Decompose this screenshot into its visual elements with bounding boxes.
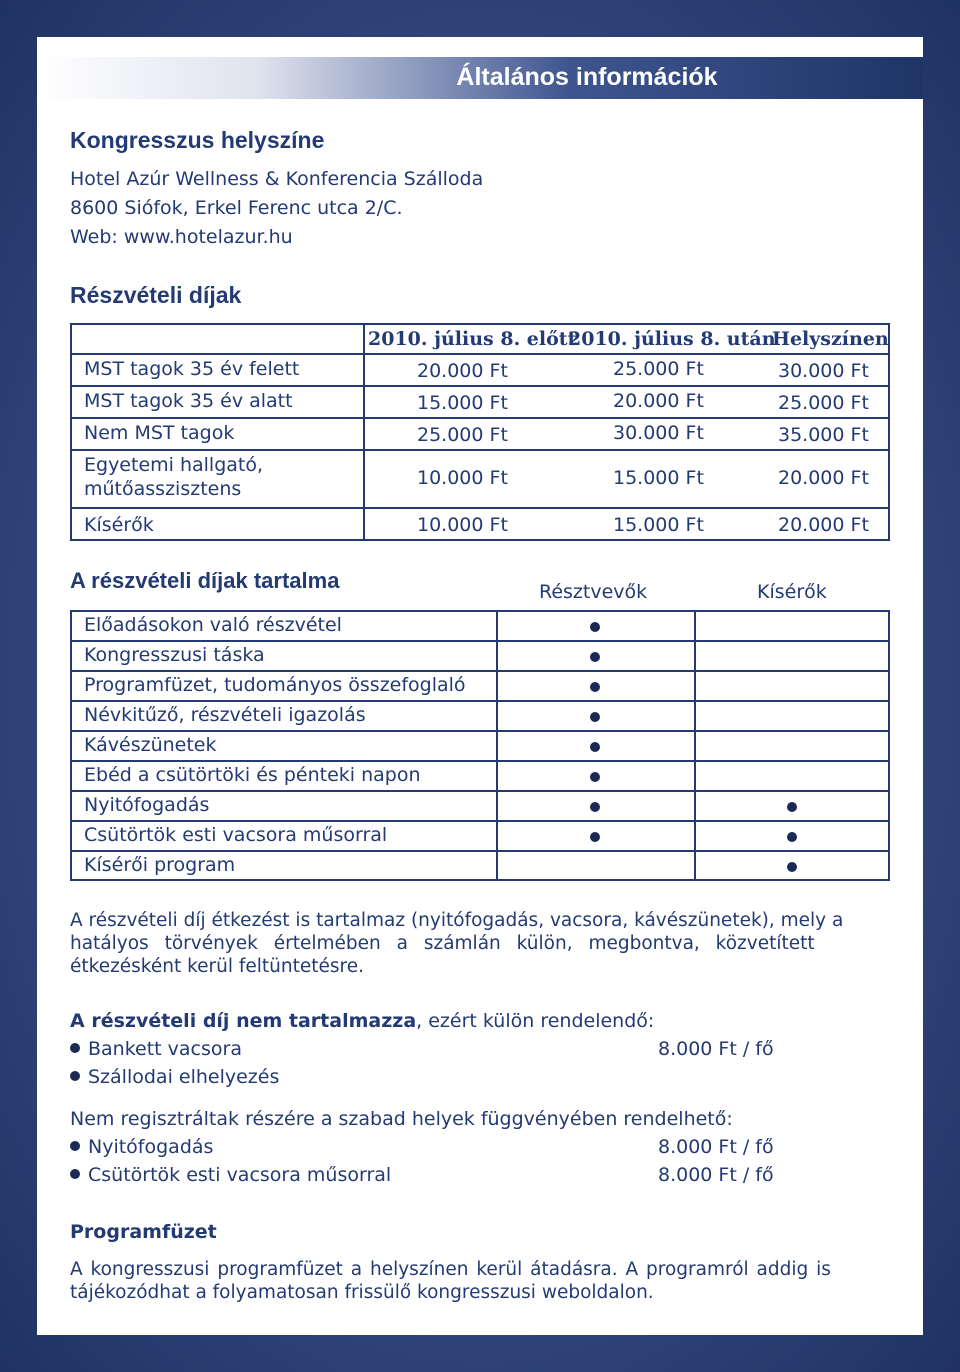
note-line: A részvételi díj étkezést is tartalmaz (nyitófogadás, vacsora, kávészünetek), mely a	[70, 910, 844, 931]
program-line: tájékozódhat a folyamatosan frissülő kongresszusi weboldalon.	[70, 1282, 654, 1303]
not-included-heading	[70, 1010, 654, 1032]
included-dot	[590, 622, 600, 632]
fees-cell: 15.000 Ft	[417, 392, 508, 414]
content-row-label: Csütörtök esti vacsora műsorral	[84, 824, 388, 846]
fees-column-header: 2010. július 8. előtt	[368, 328, 577, 350]
not-included-item	[70, 1066, 279, 1088]
content-row-label: Kongresszusi táska	[84, 644, 265, 666]
content-heading: A részvételi díjak tartalma	[70, 568, 340, 593]
fees-column-header: 2010. július 8. után	[568, 328, 776, 350]
fees-cell: 20.000 Ft	[778, 467, 869, 489]
not-included-item	[70, 1038, 242, 1060]
fees-table	[70, 323, 890, 541]
included-dot	[787, 832, 797, 842]
content-row-label: Ebéd a csütörtöki és pénteki napon	[84, 764, 421, 786]
bullet-icon	[70, 1141, 80, 1151]
item-label: Csütörtök esti vacsora műsorral	[88, 1164, 392, 1186]
fees-row-label: MST tagok 35 év felett	[84, 358, 300, 380]
note-line: hatályos törvények értelmében a számlán külön, megbontva, közvetített	[70, 933, 815, 954]
content-column-header: Résztvevők	[539, 581, 648, 603]
included-dot	[590, 772, 600, 782]
content-row-label: Nyitófogadás	[84, 794, 210, 816]
bullet-icon	[70, 1169, 80, 1179]
content-column-header: Kísérők	[757, 581, 827, 603]
content-row-label: Programfüzet, tudományos összefoglaló	[84, 674, 466, 696]
not-included-heading-bold: A részvételi díj nem tartalmazza	[70, 1010, 417, 1032]
bullet-icon	[70, 1071, 80, 1081]
unregistered-heading: Nem regisztráltak részére a szabad helyek függvényében rendelhető:	[70, 1108, 733, 1130]
fees-cell: 25.000 Ft	[613, 358, 704, 380]
included-dot	[590, 832, 600, 842]
unregistered-item	[70, 1136, 213, 1158]
included-dot	[787, 862, 797, 872]
bullet-icon	[70, 1043, 80, 1053]
venue-line: 8600 Siófok, Erkel Ferenc utca 2/C.	[70, 197, 403, 219]
item-price: 8.000 Ft / fő	[658, 1136, 774, 1158]
fees-row-label: Kísérők	[84, 514, 154, 536]
venue-line: Hotel Azúr Wellness & Konferencia Szálloda	[70, 168, 484, 190]
included-dot	[590, 682, 600, 692]
document-page	[37, 37, 923, 1335]
fees-cell: 10.000 Ft	[417, 514, 508, 536]
program-line: A kongresszusi programfüzet a helyszínen kerül átadásra. A programról addig is	[70, 1259, 831, 1280]
fees-row-label: Egyetemi hallgató,	[84, 454, 264, 476]
venue-line: Web: www.hotelazur.hu	[70, 226, 293, 248]
venue-heading: Kongresszus helyszíne	[70, 127, 325, 153]
item-price: 8.000 Ft / fő	[658, 1038, 774, 1060]
content-row-label: Kísérői program	[84, 854, 236, 876]
fees-cell: 15.000 Ft	[613, 467, 704, 489]
fees-row-label: MST tagok 35 év alatt	[84, 390, 293, 412]
content-row-label: Előadásokon való részvétel	[84, 614, 342, 636]
included-dot	[590, 802, 600, 812]
program-heading: Programfüzet	[70, 1221, 217, 1243]
fees-cell: 20.000 Ft	[613, 390, 704, 412]
content-table	[70, 610, 890, 881]
included-dot	[590, 742, 600, 752]
fees-cell: 35.000 Ft	[778, 424, 869, 446]
included-dot	[590, 712, 600, 722]
fees-cell: 30.000 Ft	[613, 422, 704, 444]
fees-row-label-continued: műtőasszisztens	[84, 478, 242, 500]
included-dot	[590, 652, 600, 662]
fees-heading: Részvételi díjak	[70, 282, 242, 308]
fees-cell: 30.000 Ft	[778, 360, 869, 382]
fees-cell: 25.000 Ft	[778, 392, 869, 414]
page-title: Általános információk	[456, 63, 718, 91]
item-label: Bankett vacsora	[88, 1038, 242, 1060]
fees-cell: 15.000 Ft	[613, 514, 704, 536]
fees-cell: 25.000 Ft	[417, 424, 508, 446]
fees-cell: 10.000 Ft	[417, 467, 508, 489]
unregistered-item	[70, 1164, 391, 1186]
included-dot	[787, 802, 797, 812]
item-price: 8.000 Ft / fő	[658, 1164, 774, 1186]
content-row-label: Kávészünetek	[84, 734, 217, 756]
fees-column-header: Helyszínen	[772, 328, 889, 350]
item-label: Szállodai elhelyezés	[88, 1066, 280, 1088]
fees-cell: 20.000 Ft	[778, 514, 869, 536]
fees-cell: 20.000 Ft	[417, 360, 508, 382]
item-label: Nyitófogadás	[88, 1136, 214, 1158]
not-included-heading-rest: , ezért külön rendelendő:	[416, 1010, 655, 1032]
fees-row-label: Nem MST tagok	[84, 422, 235, 444]
note-line: étkezésként kerül feltüntetésre.	[70, 956, 364, 977]
content-row-label: Névkitűző, részvételi igazolás	[84, 704, 366, 726]
